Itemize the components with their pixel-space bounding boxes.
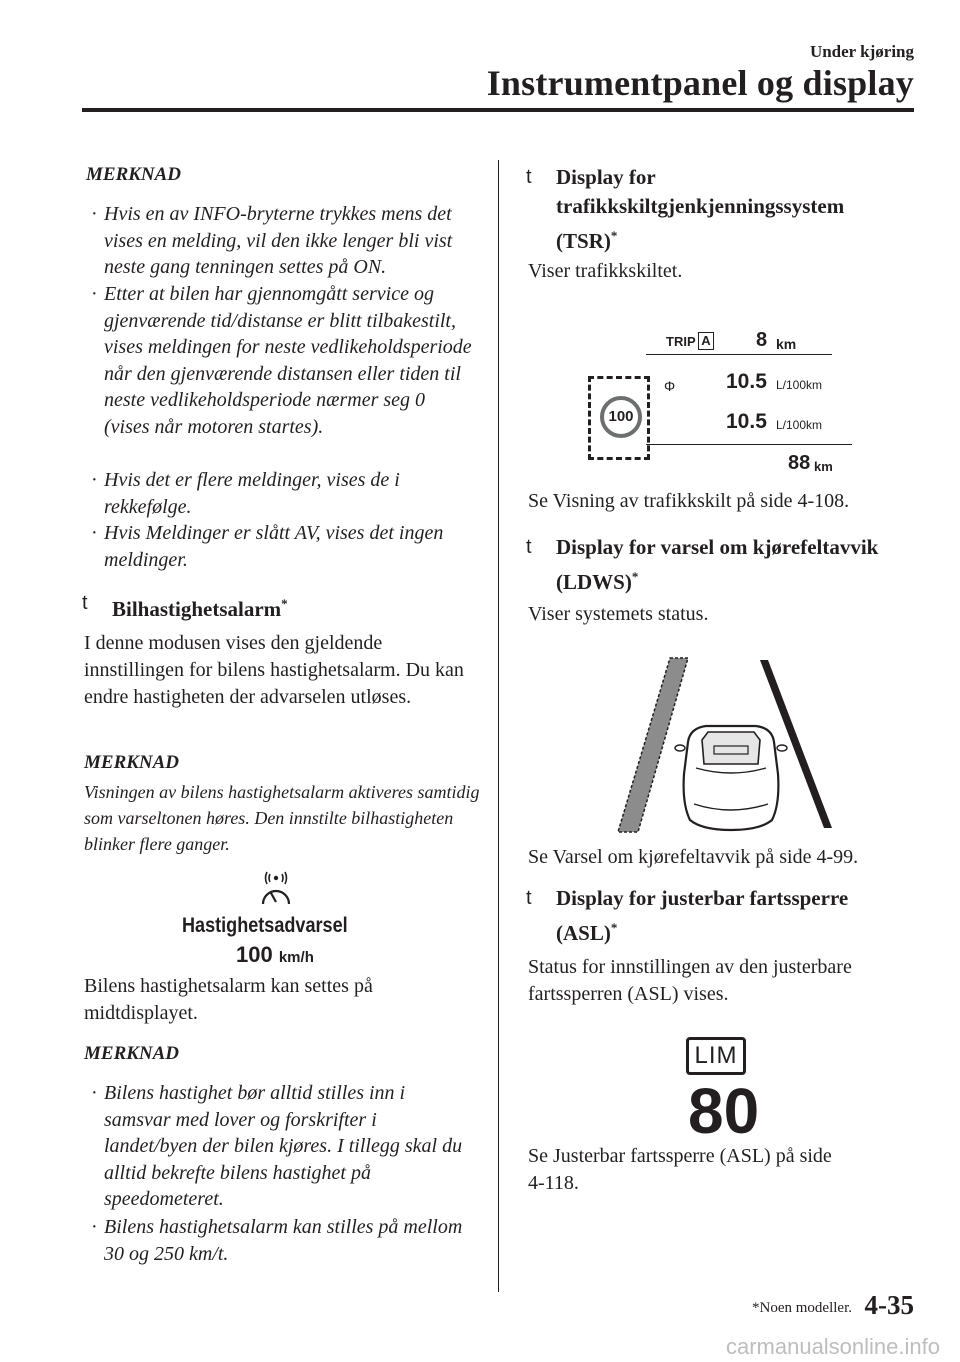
- note-item: · Etter at bilen har gjennomgått service og gjenværende tid/distanse er blitt tilbakestilt, vises meldingen for neste vedlikeholdsperiode når den gjenværende distansen eller tiden til neste vedlikeholdsperiode nærmer seg 0 (vises når motoren startes).: [91, 283, 472, 438]
- column-divider: [498, 160, 499, 1292]
- note-item: · Hvis en av INFO-bryterne trykkes mens det vises en melding, vil den ikke lenger bli vist neste gang tenningen settes på ON.: [91, 203, 453, 278]
- consumption-value-2: 10.5: [726, 410, 767, 433]
- divider-line: [646, 444, 852, 445]
- divider-line: [646, 354, 832, 355]
- reference-text: Se Varsel om kjørefeltavvik på side 4-99.: [528, 846, 859, 868]
- section-title-asl: t Display for justerbar fartssperre (ASL)*: [526, 886, 849, 945]
- note-text: Visningen av bilens hastighetsalarm aktiveres samtidig som varseltonen høres. Den innstilte bilhastigheten blinker flere ganger.: [84, 782, 480, 854]
- lim-icon: LIM: [686, 1037, 746, 1075]
- lane-departure-icon: [610, 654, 842, 834]
- trip-letter: A: [698, 332, 714, 350]
- reference-text: 4-118.: [528, 1172, 579, 1194]
- watermark: carmanualsonline.info: [725, 1334, 940, 1359]
- footnote: *Noen modeller.: [752, 1300, 852, 1316]
- note-heading: MERKNAD: [84, 1043, 180, 1064]
- consumption-unit-1: L/100km: [776, 378, 823, 392]
- speed-alarm-icon: [258, 870, 294, 908]
- phi-icon: Φ: [664, 378, 676, 394]
- body-text: Viser trafikkskiltet.: [528, 260, 683, 282]
- note-item: · Hvis Meldinger er slått AV, vises det ingen meldinger.: [91, 522, 444, 571]
- consumption-unit-2: L/100km: [776, 418, 823, 432]
- trip-value: 8: [756, 329, 768, 351]
- trip-unit: km: [776, 336, 797, 352]
- range-unit: km: [814, 459, 833, 474]
- speed-alarm-value: 100 km/h: [236, 942, 314, 967]
- page-number: 4-35: [864, 1290, 914, 1320]
- body-text: I denne modusen vises den gjeldende innstillingen for bilens hastighetsalarm. Du kan endre hastigheten der advarselen utløses.: [84, 632, 464, 708]
- speed-alarm-label: Hastighetsadvarsel: [182, 914, 348, 937]
- consumption-value-1: 10.5: [726, 370, 767, 393]
- section-title-tsr: t Display for trafikkskiltgjenkjenningssystem (TSR)*: [526, 165, 845, 253]
- range-value: 88: [788, 452, 811, 474]
- body-text: Status for innstillingen av den justerbare fartssperren (ASL) vises.: [528, 956, 852, 1005]
- note-heading: MERKNAD: [84, 752, 180, 773]
- header-section-label: Under kjøring: [809, 42, 914, 61]
- speed-sign-icon: 100: [600, 396, 642, 438]
- page-title: Instrumentpanel og display: [486, 63, 914, 103]
- section-title-ldws: t Display for varsel om kjørefeltavvik (LDWS)*: [526, 535, 879, 594]
- note-item: · Hvis det er flere meldinger, vises de i rekkefølge.: [91, 469, 400, 518]
- reference-text: Se Visning av trafikkskilt på side 4-108.: [528, 490, 850, 512]
- note-item: · Bilens hastighet bør alltid stilles inn i samsvar med lover og forskrifter i landet/byen der bilen kjøres. I tillegg skal du alltid bekrefte bilens hastighet på speedometeret.: [91, 1082, 463, 1210]
- lim-value: 80: [688, 1075, 760, 1147]
- trip-label: TRIP: [666, 334, 696, 349]
- reference-text: Se Justerbar fartssperre (ASL) på side: [528, 1145, 832, 1167]
- section-title-speed-alarm: t Bilhastighetsalarm*: [82, 592, 288, 621]
- tsr-display: [586, 328, 856, 478]
- header-rule: [82, 108, 914, 112]
- body-text: Viser systemets status.: [528, 603, 709, 625]
- note-item: · Bilens hastighetsalarm kan stilles på mellom 30 og 250 km/t.: [91, 1216, 463, 1265]
- note-heading: MERKNAD: [86, 164, 182, 185]
- body-text: Bilens hastighetsalarm kan settes på midtdisplayet.: [84, 975, 373, 1024]
